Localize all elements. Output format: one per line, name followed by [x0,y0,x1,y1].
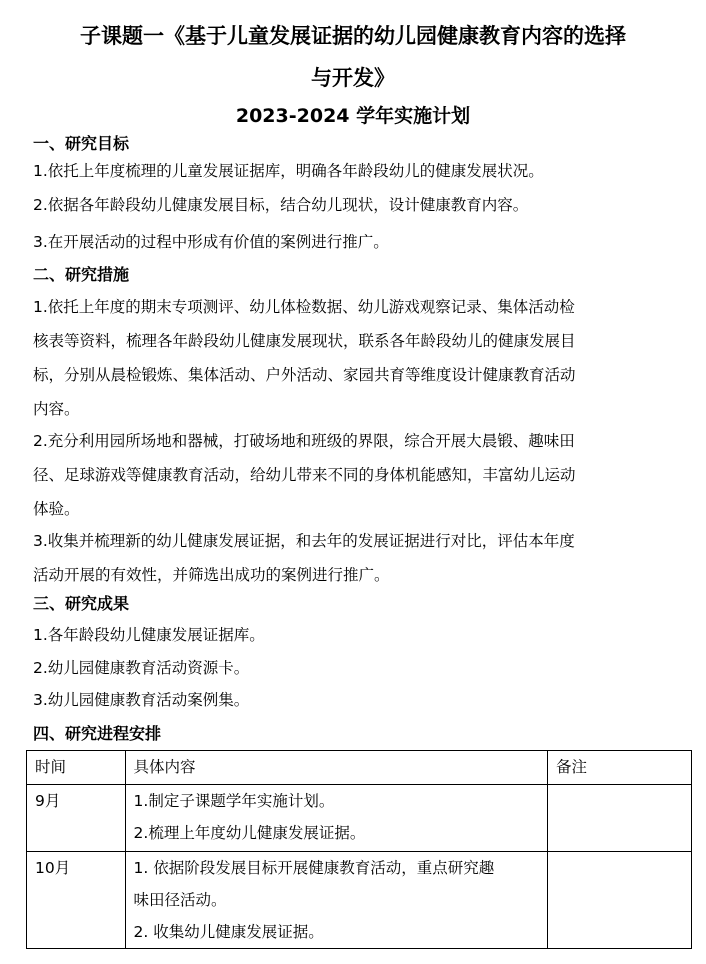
header-content: 具体内容 [125,751,547,785]
measure-item-1-line: 核表等资料，梳理各年龄段幼儿健康发展现状，联系各年龄段幼儿的健康发展目 [33,332,576,350]
row-month-text: 10月 [35,859,71,877]
section-heading-outcomes: 三、研究成果 [33,594,130,613]
goal-item-3: 3.在开展活动的过程中形成有价值的案例进行推广。 [33,233,389,251]
table-header-row [27,751,692,785]
row-content-line: 1.制定子课题学年实施计划。 [133,792,335,810]
row-note [547,852,691,949]
section-heading-goals: 一、研究目标 [33,134,130,153]
row-content-line: 2.梳理上年度幼儿健康发展证据。 [133,824,366,842]
table-row [27,785,692,852]
measure-item-1 [33,290,623,426]
goal-item-1: 1.依托上年度梳理的儿童发展证据库，明确各年龄段幼儿的健康发展状况。 [33,162,544,180]
title-line-3: 2023-2024 学年实施计划 [235,105,471,127]
measure-item-1-line: 标，分别从晨检锻炼、集体活动、户外活动、家园共育等维度设计健康教育活动 [33,366,576,384]
row-month [27,785,126,852]
measure-item-3-line: 活动开展的有效性，并筛选出成功的案例进行推广。 [33,566,390,584]
measure-item-2-line: 体验。 [33,500,80,518]
row-content-line: 1. 依据阶段发展目标开展健康教育活动，重点研究趣 [133,859,495,877]
section-heading-measures: 二、研究措施 [33,265,130,284]
row-content-line: 味田径活动。 [133,891,227,909]
goal-item-2: 2.依据各年龄段幼儿健康发展目标，结合幼儿现状，设计健康教育内容。 [33,196,529,214]
row-note [547,785,691,852]
header-time: 时间 [27,751,126,785]
title-line-2: 与开发》 [311,66,395,90]
measure-item-2-line: 径、足球游戏等健康教育活动，给幼儿带来不同的身体机能感知，丰富幼儿运动 [33,466,576,484]
schedule-table [26,750,692,949]
row-content [125,852,547,949]
section-heading-schedule: 四、研究进程安排 [33,724,162,743]
measure-item-2-line: 2.充分利用园所场地和器械，打破场地和班级的界限，综合开展大晨锻、趣味田 [33,432,575,450]
measure-item-2 [33,424,623,526]
row-content [125,785,547,852]
title-line-1: 子课题一《基于儿童发展证据的幼儿园健康教育内容的选择 [80,24,626,48]
row-month [27,852,126,949]
measure-item-3-line: 3.收集并梳理新的幼儿健康发展证据，和去年的发展证据进行对比，评估本年度 [33,532,575,550]
outcome-item-3: 3.幼儿园健康教育活动案例集。 [33,691,250,709]
outcome-item-2: 2.幼儿园健康教育活动资源卡。 [33,659,250,677]
outcome-item-1: 1.各年龄段幼儿健康发展证据库。 [33,626,265,644]
table-row [27,852,692,949]
measure-item-1-line: 1.依托上年度的期末专项测评、幼儿体检数据、幼儿游戏观察记录、集体活动检 [33,298,575,316]
row-content-line: 2. 收集幼儿健康发展证据。 [133,923,324,941]
measure-item-3 [33,524,623,592]
header-note: 备注 [547,751,691,785]
row-month-text: 9月 [35,792,61,810]
measure-item-1-line: 内容。 [33,400,80,418]
